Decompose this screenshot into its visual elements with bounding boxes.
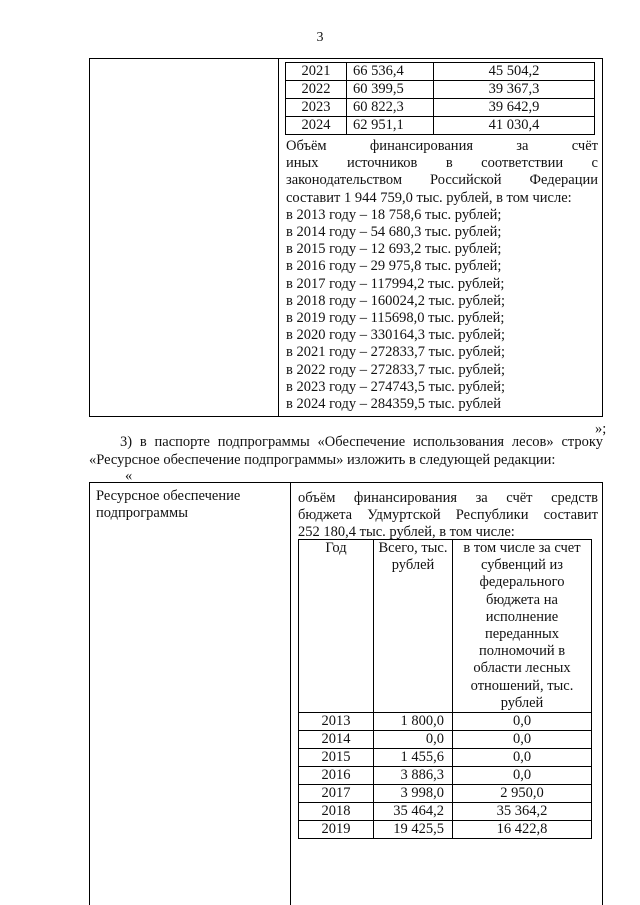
header-total: Всего, тыс. рублей	[374, 540, 453, 713]
total-cell: 0,0	[374, 731, 453, 749]
closing-quote: »;	[595, 421, 607, 437]
list-item: в 2013 году – 18 758,6 тыс. рублей;	[286, 206, 502, 223]
list-item: в 2020 году – 330164,3 тыс. рублей;	[286, 327, 506, 344]
paragraph-line-1: 3) в паспорте подпрограммы «Обеспечение использования лесов» строку	[120, 434, 603, 450]
list-item: в 2018 году – 160024,2 тыс. рублей;	[286, 292, 506, 309]
subvention-cell: 16 422,8	[453, 821, 592, 839]
subvention-cell: 0,0	[453, 731, 592, 749]
table-row	[299, 749, 592, 767]
subvention-cell: 35 364,2	[453, 803, 592, 821]
upper-year-table	[285, 62, 595, 135]
year-cell: 2022	[286, 81, 347, 99]
total-cell: 60 822,3	[347, 99, 434, 117]
total-cell: 60 399,5	[347, 81, 434, 99]
total-cell: 62 951,1	[347, 117, 434, 135]
column-divider	[290, 483, 291, 905]
list-item: в 2024 году – 284359,5 тыс. рублей	[286, 396, 501, 413]
intro-total: 252 180,4 тыс. рублей, в том числе:	[298, 524, 515, 541]
lower-table	[89, 482, 603, 905]
list-item: в 2017 году – 117994,2 тыс. рублей;	[286, 275, 505, 292]
table-row	[299, 713, 592, 731]
year-cell: 2023	[286, 99, 347, 117]
intro-line: бюджета Удмуртской Республики составит	[298, 507, 598, 524]
total-cell: 19 425,5	[374, 821, 453, 839]
table-row	[299, 785, 592, 803]
budget-funding-intro	[298, 490, 598, 542]
list-item: в 2019 году – 115698,0 тыс. рублей;	[286, 310, 505, 327]
lower-year-table	[298, 539, 592, 839]
year-cell: 2019	[299, 821, 374, 839]
total-cell: 1 800,0	[374, 713, 453, 731]
list-item: в 2015 году – 12 693,2 тыс. рублей;	[286, 241, 502, 258]
subvention-cell: 2 950,0	[453, 785, 592, 803]
resource-provision-label: Ресурсное обеспечение подпрограммы	[96, 488, 241, 521]
header-subvention: в том числе за счет субвенций из федерального бюджета на исполнение переданных полномочий в области лесных отношений, тыс. рублей	[453, 540, 592, 713]
total-cell: 3 886,3	[374, 767, 453, 785]
list-item: в 2022 году – 272833,7 тыс. рублей;	[286, 361, 506, 378]
total-cell: 66 536,4	[347, 63, 434, 81]
table-row	[286, 99, 595, 117]
year-cell: 2017	[299, 785, 374, 803]
other-sources-line: законодательством Российской Федерации	[286, 172, 598, 189]
total-cell: 35 464,2	[374, 803, 453, 821]
list-item: в 2016 году – 29 975,8 тыс. рублей;	[286, 258, 502, 275]
subvention-cell: 39 642,9	[434, 99, 595, 117]
other-sources-total: составит 1 944 759,0 тыс. рублей, в том числе:	[286, 189, 572, 206]
table-row	[299, 803, 592, 821]
total-cell: 1 455,6	[374, 749, 453, 767]
page-number: 3	[316, 30, 324, 45]
subvention-cell: 45 504,2	[434, 63, 595, 81]
total-cell: 3 998,0	[374, 785, 453, 803]
subvention-cell: 0,0	[453, 767, 592, 785]
upper-table	[89, 58, 603, 417]
table-row	[286, 63, 595, 81]
column-divider	[278, 59, 279, 416]
subvention-cell: 41 030,4	[434, 117, 595, 135]
paragraph-line-2: «Ресурсное обеспечение подпрограммы» изложить в следующей редакции:	[89, 451, 556, 468]
other-sources-line: иных источников в соответствии с	[286, 155, 598, 172]
opening-quote: «	[125, 468, 133, 484]
year-cell: 2021	[286, 63, 347, 81]
table-row	[299, 767, 592, 785]
table-row	[299, 821, 592, 839]
header-year: Год	[299, 540, 374, 713]
subvention-cell: 0,0	[453, 749, 592, 767]
table-row	[299, 731, 592, 749]
list-item: в 2021 году – 272833,7 тыс. рублей;	[286, 344, 506, 361]
funding-by-year-list	[286, 207, 598, 413]
other-sources-line: Объём финансирования за счёт	[286, 138, 598, 154]
list-item: в 2014 году – 54 680,3 тыс. рублей;	[286, 224, 502, 241]
year-cell: 2018	[299, 803, 374, 821]
year-cell: 2016	[299, 767, 374, 785]
year-cell: 2024	[286, 117, 347, 135]
intro-line: объём финансирования за счёт средств	[298, 490, 598, 506]
table-row	[286, 81, 595, 99]
year-cell: 2015	[299, 749, 374, 767]
table-row	[286, 117, 595, 135]
subvention-cell: 39 367,3	[434, 81, 595, 99]
other-sources-funding	[286, 138, 598, 413]
year-cell: 2013	[299, 713, 374, 731]
year-cell: 2014	[299, 731, 374, 749]
list-item: в 2023 году – 274743,5 тыс. рублей;	[286, 378, 506, 395]
subvention-cell: 0,0	[453, 713, 592, 731]
amendment-paragraph	[89, 434, 603, 469]
